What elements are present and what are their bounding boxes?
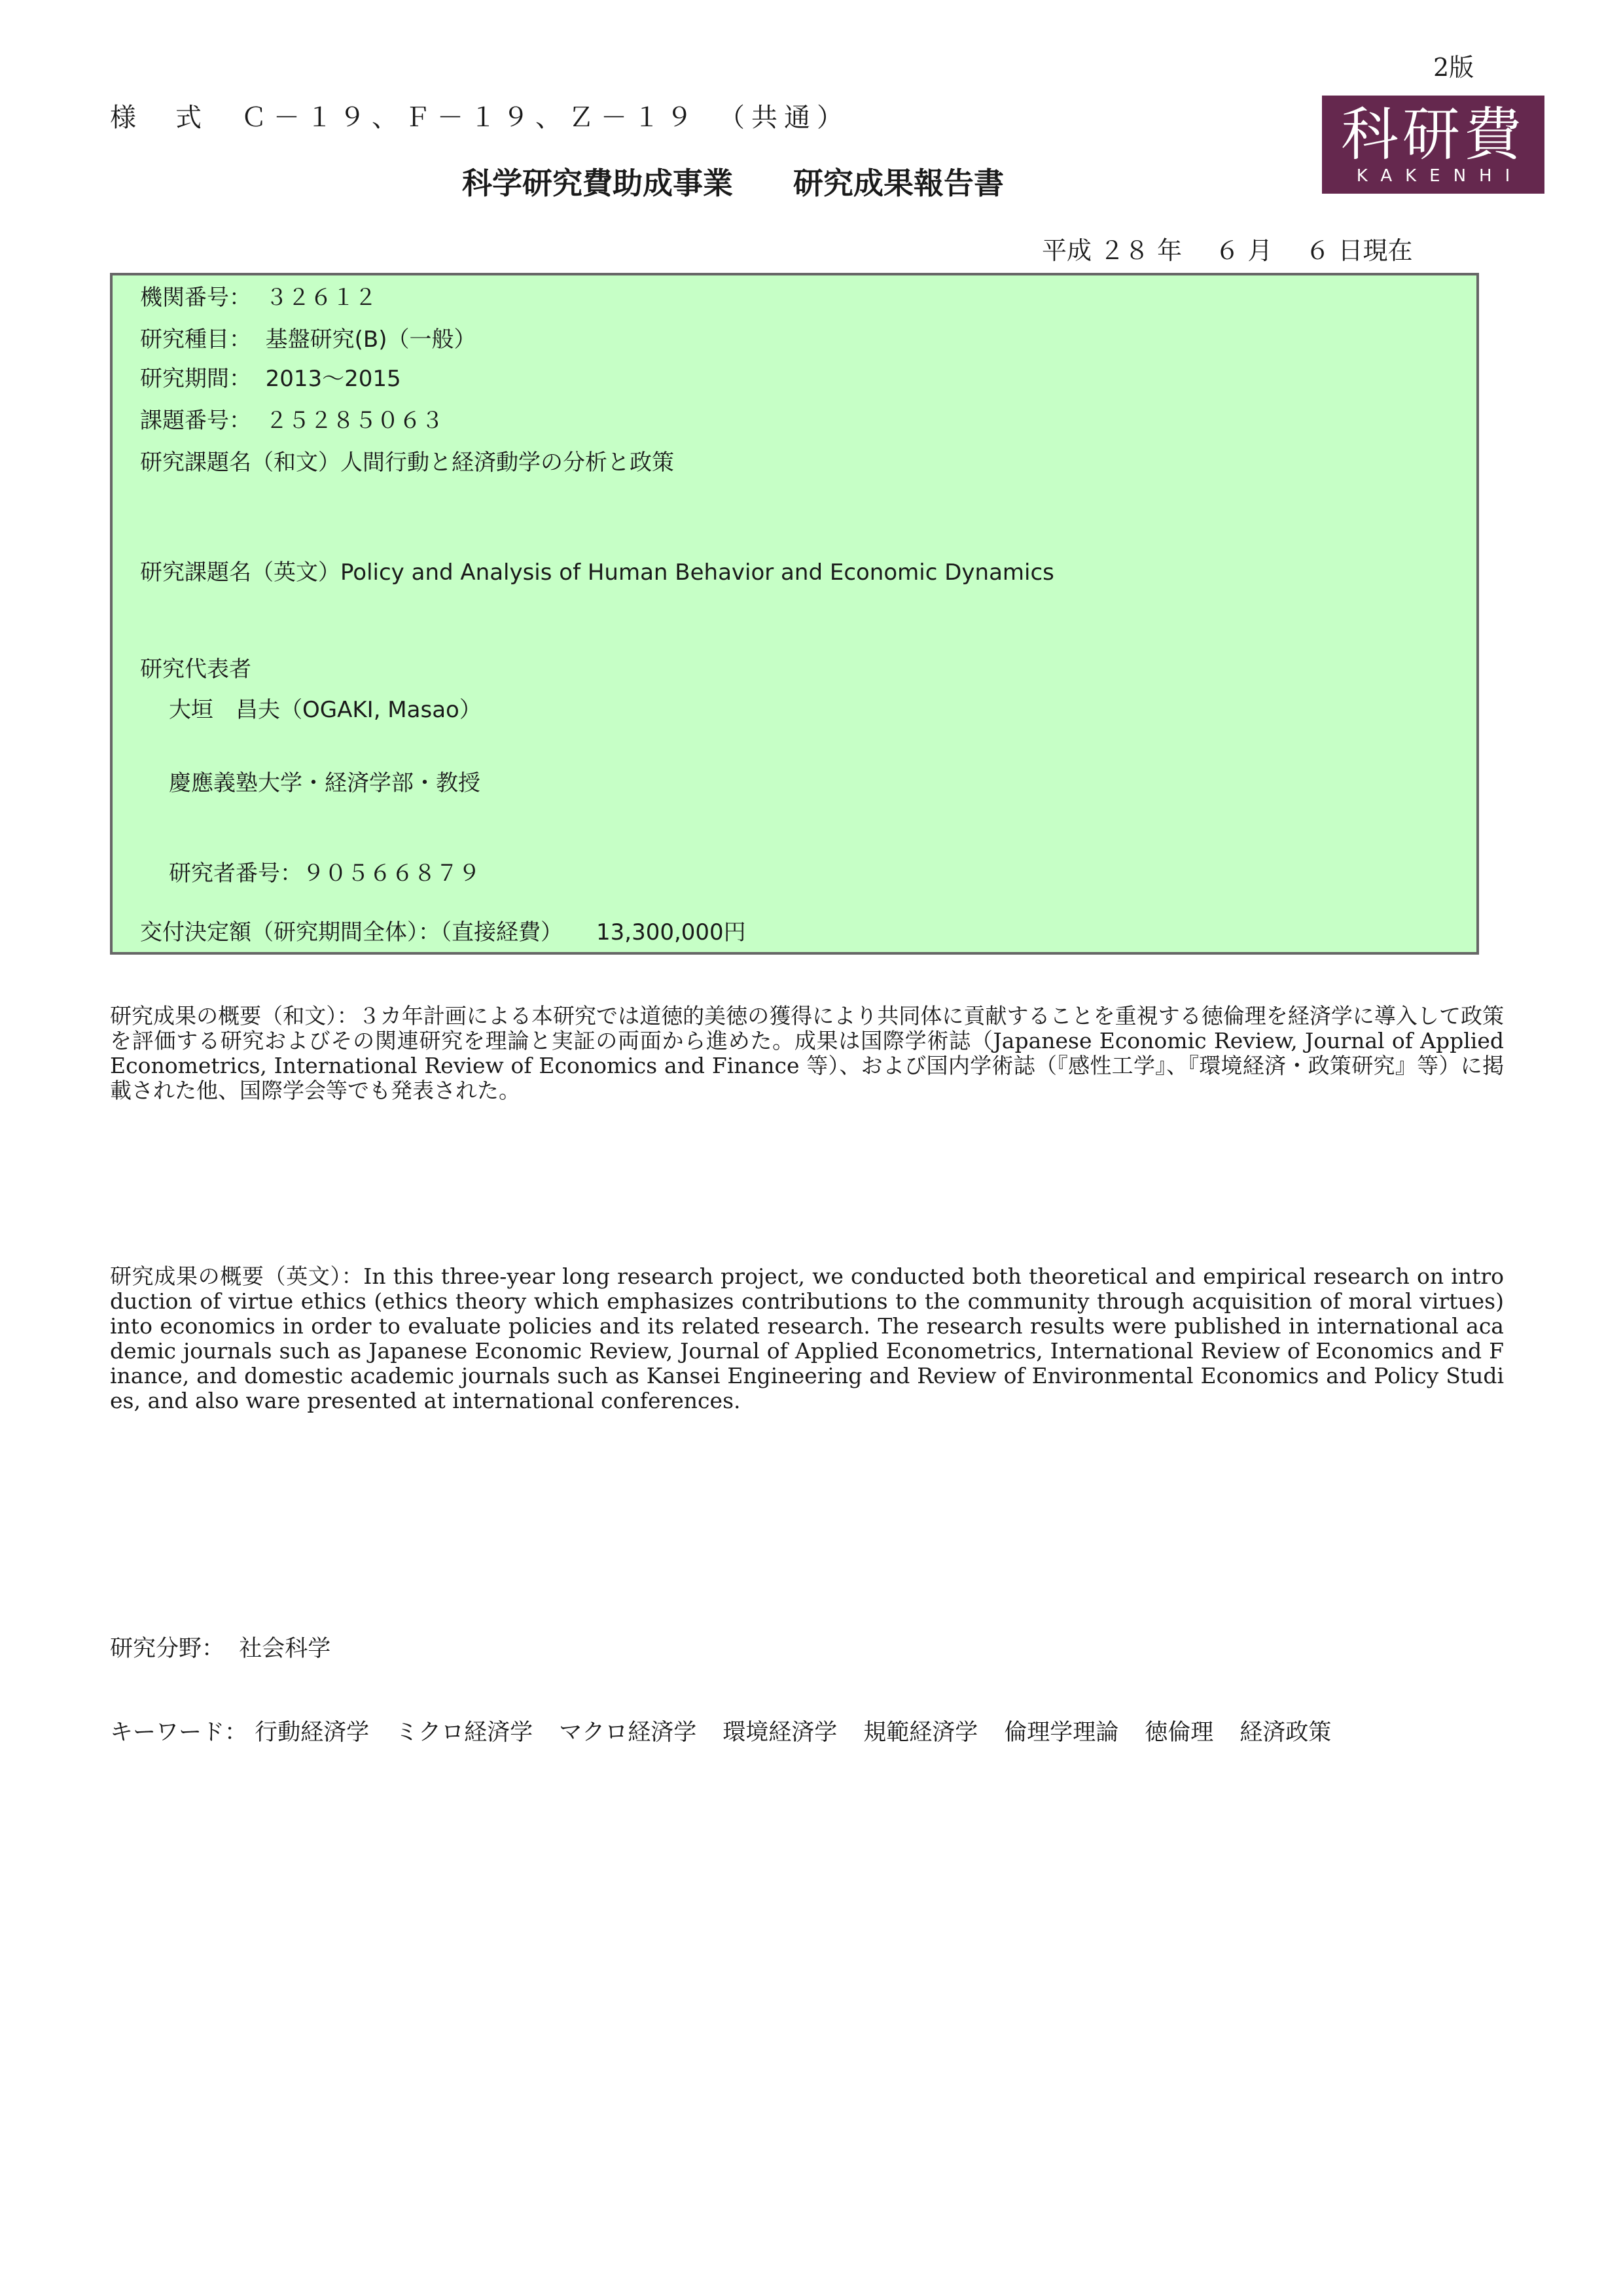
project-title-en: 研究課題名（英文）Policy and Analysis of Human Behavior and Economic Dynamics xyxy=(140,559,1054,586)
research-category: 研究種目： 基盤研究(B)（一般） xyxy=(140,327,476,353)
document-title: 科学研究費助成事業 研究成果報告書 xyxy=(462,166,1004,201)
keyword-item: 徳倫理 xyxy=(1145,1720,1214,1746)
project-number: 課題番号： ２５２８５０６３ xyxy=(140,408,444,434)
logo-kanji: 科研費 xyxy=(1340,101,1525,168)
research-field: 研究分野： 社会科学 xyxy=(110,1636,331,1662)
logo-latin: KAKENHI xyxy=(1356,166,1524,186)
form-id: 様 式 Ｃ－１９、Ｆ－１９、Ｚ－１９ （共通） xyxy=(110,103,849,133)
representative-label: 研究代表者 xyxy=(140,656,251,682)
keyword-item: 行動経済学 xyxy=(255,1720,370,1746)
institution-number: 機関番号： ３２６１２ xyxy=(140,285,377,311)
keyword-item: ミクロ経済学 xyxy=(395,1720,533,1746)
summary-japanese: 研究成果の概要（和文）：３カ年計画による本研究では道徳的美徳の獲得により共同体に貢献することを重視する徳倫理を経済学に導入して政策を評価する研究およびその関連研究を理論と実証の両面から進めた。成果は国際学術誌（Japanese Economic Review, Journal of Applied Econometrics, International Review of Economics and Finance 等）、および国内学術誌（『感性工学』、『環境経済・政策研究』等）に掲載された他、国際学会等でも発表された。 xyxy=(110,1003,1504,1103)
keywords xyxy=(110,1714,1357,1747)
project-title-jp: 研究課題名（和文）人間行動と経済動学の分析と政策 xyxy=(140,450,674,476)
keyword-item: 規範経済学 xyxy=(863,1720,978,1746)
keyword-item: 倫理学理論 xyxy=(1004,1720,1119,1746)
version-label: 2版 xyxy=(1433,53,1474,82)
research-period: 研究期間： 2013～2015 xyxy=(140,366,401,392)
keywords-label: キーワード： xyxy=(110,1720,248,1746)
keyword-item: 経済政策 xyxy=(1240,1720,1332,1746)
keyword-item: 環境経済学 xyxy=(722,1720,838,1746)
project-info-box xyxy=(110,273,1479,955)
representative-affiliation: 慶應義塾大学・経済学部・教授 xyxy=(169,770,480,796)
grant-amount: 交付決定額（研究期間全体）：（直接経費） 13,300,000円 xyxy=(140,919,746,945)
researcher-number: 研究者番号：９０５６６８７９ xyxy=(169,860,480,887)
summary-english: 研究成果の概要（英文）：In this three-year long research project, we conducted both theoretical and empirical research on introduction of virtue ethics (ethics theory which emphasizes contributions to the community through acquisition of moral virtues) into economics in order to evaluate policies and its related research. The research results were published in international academic journals such as Japanese Economic Review, Journal of Applied Econometrics, International Review of Economics and Finance, and domestic academic journals such as Kansei Engineering and Review of Environmental Economics and Policy Studies, and also ware presented at international conferences. xyxy=(110,1263,1504,1413)
report-date: 平成 ２８ 年 ６ 月 ６ 日現在 xyxy=(1042,236,1413,265)
representative-name: 大垣 昌夫（OGAKI, Masao） xyxy=(169,697,482,723)
keyword-item: マクロ経済学 xyxy=(559,1720,697,1746)
